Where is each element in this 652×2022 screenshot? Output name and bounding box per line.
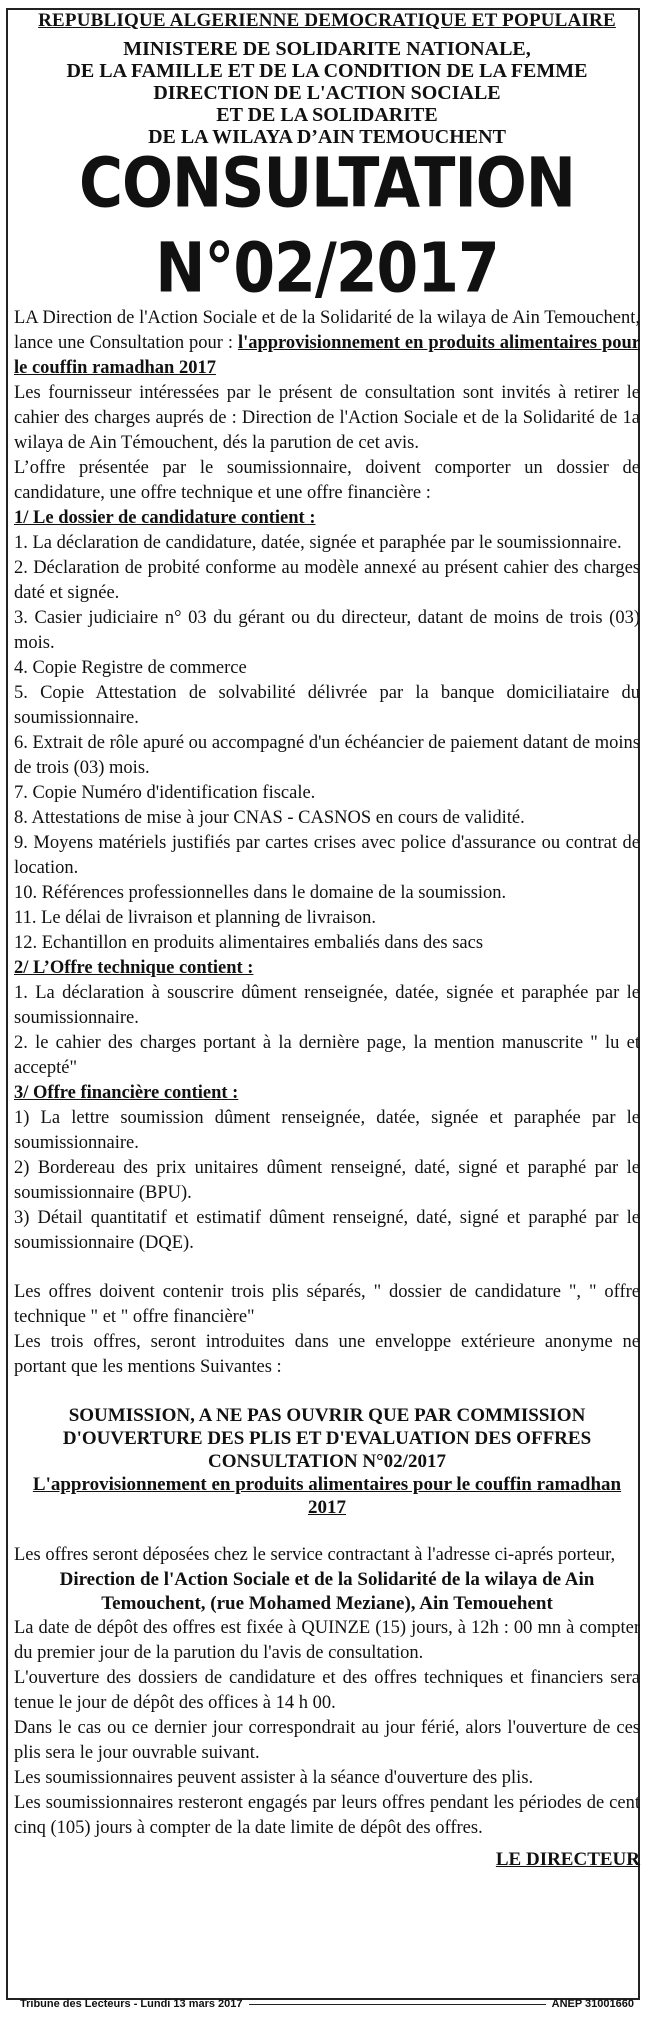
paragraph: Les offres doivent contenir trois plis séparés, " dossier de candidature ", " offre technique " et " offre financière": [14, 1282, 640, 1327]
ministry-block: [14, 38, 640, 148]
section-heading: 2/ L’Offre technique contient :: [14, 958, 254, 978]
ministry-line: DE LA WILAYA D’AIN TEMOUCHENT: [148, 126, 506, 148]
signature: LE DIRECTEUR: [495, 1849, 640, 1870]
list-item: 4. Copie Registre de commerce: [14, 658, 247, 678]
list-item: 3. Casier judiciaire n° 03 du gérant ou du directeur, datant de moins de trois (03) mois.: [14, 608, 640, 653]
footer-rule: [249, 2004, 546, 2005]
list-item: 2) Bordereau des prix unitaires dûment renseigné, daté, signé et paraphé par le soumissionnaire (BPU).: [14, 1158, 640, 1203]
list-item: 8. Attestations de mise à jour CNAS - CASNOS en cours de validité.: [14, 808, 525, 828]
list-item: 6. Extrait de rôle apuré ou accompagné d'un échéancier de paiement datant de moins de trois (03) mois.: [14, 733, 640, 778]
deposit-intro: Les offres seront déposées chez le service contractant à l'adresse ci-aprés porteur,: [14, 1545, 616, 1565]
deposit-line: La date de dépôt des offres est fixée à QUINZE (15) jours, à 12h : 00 mn à compter du premier jour de la parution du l'avis de consultation.: [14, 1618, 640, 1663]
list-item: 10. Références professionnelles dans le domaine de la soumission.: [14, 883, 507, 903]
envelope-line: SOUMISSION, A NE PAS OUVRIR QUE PAR COMMISSION: [68, 1405, 586, 1426]
list-item: 2. Déclaration de probité conforme au modèle annexé au présent cahier des charges daté et signée.: [14, 558, 640, 603]
footer-anep: ANEP 31001660: [551, 1998, 634, 2010]
intro-subject: l'approvisionnement en produits alimentaires pour le couffin ramadhan 2017: [14, 333, 640, 378]
list-item: 1) La lettre soumission dûment renseignée, datée, signée et paraphée par le soumissionnaire.: [14, 1108, 640, 1153]
page-footer: [20, 1998, 634, 2010]
intro-paragraph: [14, 306, 640, 381]
list-item: 9. Moyens matériels justifiés par cartes crises avec police d'assurance ou contrat de location.: [14, 833, 640, 878]
spacer: [14, 1256, 640, 1280]
deposit-address: Direction de l'Action Sociale et de la Solidarité de la wilaya de Ain Temouchent, (rue Mohamed Meziane), Ain Temouehent: [59, 1569, 595, 1614]
ministry-line: DE LA FAMILLE ET DE LA CONDITION DE LA FEMME: [66, 60, 588, 82]
section-heading: 3/ Offre financière contient :: [14, 1083, 239, 1103]
list-item: 5. Copie Attestation de solvabilité délivrée par la banque domiciliataire du soumissionnaire.: [14, 683, 640, 728]
deposit-line: Les soumissionnaires peuvent assister à la séance d'ouverture des plis.: [14, 1768, 534, 1788]
notice-content: [14, 8, 640, 1872]
ministry-line: DIRECTION DE L'ACTION SOCIALE: [153, 82, 501, 104]
spacer: [14, 1380, 640, 1404]
envelope-line: D'OUVERTURE DES PLIS ET D'EVALUATION DES OFFRES: [62, 1428, 592, 1449]
spacer: [14, 1519, 640, 1543]
envelope-line: CONSULTATION N°02/2017: [208, 1451, 446, 1472]
list-item: 1. La déclaration à souscrire dûment renseignée, datée, signée et paraphée par le soumissionnaire.: [14, 983, 640, 1028]
ministry-line: MINISTERE DE SOLIDARITE NATIONALE,: [123, 38, 531, 60]
list-item: 2. le cahier des charges portant à la dernière page, la mention manuscrite " lu et accepté": [14, 1033, 640, 1078]
deposit-line: L'ouverture des dossiers de candidature et des offres techniques et financiers sera tenue le jour de dépôt des offices à 14 h 00.: [14, 1668, 640, 1713]
list-item: 1. La déclaration de candidature, datée, signée et paraphée par le soumissionnaire.: [14, 533, 622, 553]
deposit-line: Dans le cas ou ce dernier jour correspondrait au jour férié, alors l'ouverture de ces plis sera le jour ouvrable suivant.: [14, 1718, 640, 1763]
list-item: 12. Echantillon en produits alimentaires embaliés dans des sacs: [14, 933, 484, 953]
republique-header: REPUBLIQUE ALGERIENNE DEMOCRATIQUE ET POPULAIRE: [38, 10, 616, 31]
list-item: 11. Le délai de livraison et planning de livraison.: [14, 908, 377, 928]
list-item: 3) Détail quantitatif et estimatif dûment renseigné, daté, signé et paraphé par le soumissionnaire (DQE).: [14, 1208, 640, 1253]
ministry-line: ET DE LA SOLIDARITE: [216, 104, 438, 126]
paragraph: Les fournisseur intéressées par le présent de consultation sont invités à retirer le cahier des charges auprés de : Direction de l'Action Sociale et de la Solidarité de 1a wilaya de Ain Témouchent, dés la parution de cet avis.: [14, 383, 640, 453]
consultation-title: CONSULTATION N°02/2017: [78, 143, 575, 309]
notice-body: [14, 306, 640, 1872]
paragraph: Les trois offres, seront introduites dans une enveloppe extérieure anonyme ne portant que les mentions Suivantes :: [14, 1332, 640, 1377]
intro-text: LA Direction de l'Action Sociale et de la Solidarité de la wilaya de Ain Temouchent, lance une Consultation pour :: [14, 308, 640, 353]
envelope-subject: L'approvisionnement en produits alimentaires pour le couffin ramadhan 2017: [32, 1474, 622, 1518]
deposit-line: Les soumissionnaires resteront engagés par leurs offres pendant les périodes de cent cinq (105) jours à compter de la date limite de dépôt des offres.: [14, 1793, 640, 1838]
paragraph: L’offre présentée par le soumissionnaire, doivent comporter un dossier de candidature, une offre technique et une offre financière :: [14, 458, 640, 503]
footer-publication: Tribune des Lecteurs - Lundi 13 mars 2017: [20, 1998, 243, 2010]
list-item: 7. Copie Numéro d'identification fiscale.: [14, 783, 316, 803]
section-heading: 1/ Le dossier de candidature contient :: [14, 508, 316, 528]
